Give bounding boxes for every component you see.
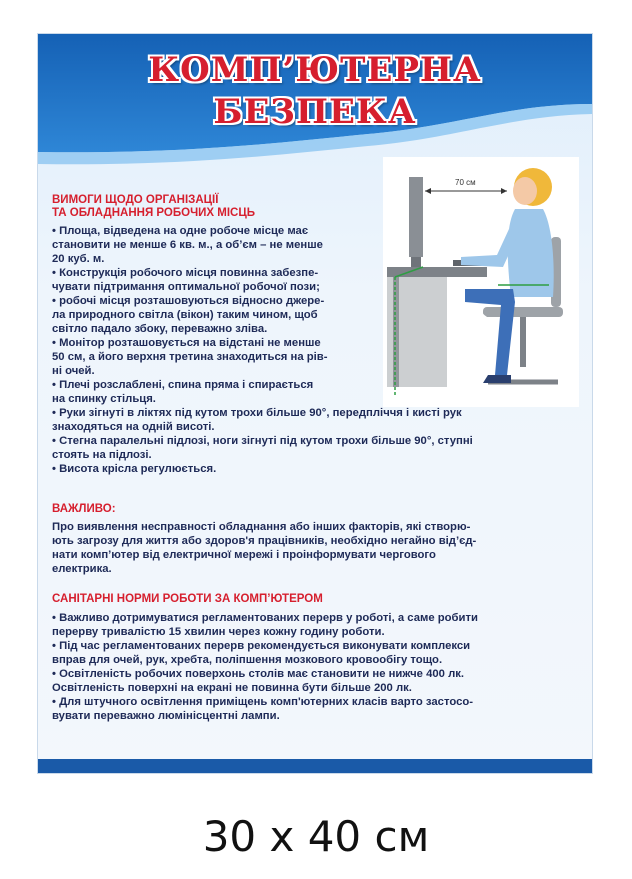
section1-line: знаходяться на одній висоті. <box>52 421 215 433</box>
section3-line: • Для штучного освітлення приміщень комп'ютерних класів варто застосо- <box>52 696 474 708</box>
section2-line: Про виявлення несправності обладнання або інших факторів, які створю- <box>52 521 471 533</box>
section1-heading <box>52 194 255 220</box>
section3-line: перерву тривалістю 15 хвилин через кожну годину роботи. <box>52 626 385 638</box>
section1-line: стоять на підлозі. <box>52 449 152 461</box>
section2-line: нати комп’ютер від електричної мережі і проінформувати чергового <box>52 549 436 561</box>
section3-line: вправ для очей, рук, хребта, поліпшення мозкового кровообігу тощо. <box>52 654 443 666</box>
section3-line: • Під час регламентованих перерв рекомендується виконувати комплекси <box>52 640 471 652</box>
bottom-band <box>38 759 592 773</box>
section1-line: • робочі місця розташовуються відносно джере- <box>52 295 325 307</box>
section1-line: • Стегна паралельні підлозі, ноги зігнуті під кутом трохи більше 90°, ступні <box>52 435 473 447</box>
section1-line: світло падало збоку, переважно зліва. <box>52 323 268 335</box>
section3-heading: САНІТАРНІ НОРМИ РОБОТИ ЗА КОМП’ЮТЕРОМ <box>52 593 323 605</box>
section3-line: вувати переважно люмінісцентні лампи. <box>52 710 280 722</box>
person-torso <box>508 209 554 297</box>
section3-line: • Освітленість робочих поверхонь столів має становити не нижче 400 лк. <box>52 668 465 680</box>
section1-line: ла природного світла (вікон) таким чином, щоб <box>52 309 318 321</box>
poster-title-line1: КОМП’ЮТЕРНА <box>148 50 482 90</box>
section1-line: чувати підтримання оптимальної робочої пози; <box>52 281 320 293</box>
size-label: 30 x 40 см <box>202 812 430 861</box>
section1-line: • Висота крісла регулюється. <box>52 463 217 475</box>
section1-line: 20 куб. м. <box>52 253 105 265</box>
section1-heading-line1: ВИМОГИ ЩОДО ОРГАНІЗАЦІЇ <box>52 194 219 206</box>
safety-poster <box>37 33 593 774</box>
section1-heading-line2: ТА ОБЛАДНАННЯ РОБОЧИХ МІСЦЬ <box>52 207 256 219</box>
section2-heading: ВАЖЛИВО: <box>52 503 116 515</box>
section2-line: електрика. <box>52 563 112 575</box>
section1-line: ні очей. <box>52 365 95 377</box>
section1-line: • Плечі розслаблені, спина пряма і спирається <box>52 379 314 391</box>
section2-line: ють загрозу для життя або здоров'я працівників, необхідно негайно від’єд- <box>52 535 477 547</box>
section3-line: • Важливо дотримуватися регламентованих перерв у роботі, а саме робити <box>52 612 478 624</box>
section1-line: • Монітор розташовується на відстані не менше <box>52 337 321 349</box>
section1-body <box>52 224 473 476</box>
section1-line: • Конструкція робочого місця повинна забезпе- <box>52 267 319 279</box>
section1-line: на спинку стільця. <box>52 393 156 405</box>
distance-label: 70 см <box>455 178 476 187</box>
section1-line: • Руки зігнуті в ліктях під кутом трохи більше 90°, передпліччя і кисті рук <box>52 407 462 419</box>
section3-body <box>52 611 478 723</box>
poster-title-line2: БЕЗПЕКА <box>213 92 417 132</box>
section1-line: 50 см, а його верхня третина знаходиться на рів- <box>52 351 328 363</box>
section3-line: Освітленість поверхні на екрані не повинна бути більше 200 лк. <box>52 682 412 694</box>
section2-body <box>52 520 476 576</box>
angle-label: 90° <box>463 316 482 330</box>
section1-line: • Площа, відведена на одне робоче місце має <box>52 225 309 237</box>
section1-line: становити не менше 6 кв. м., а об’єм – не менше <box>52 239 323 251</box>
